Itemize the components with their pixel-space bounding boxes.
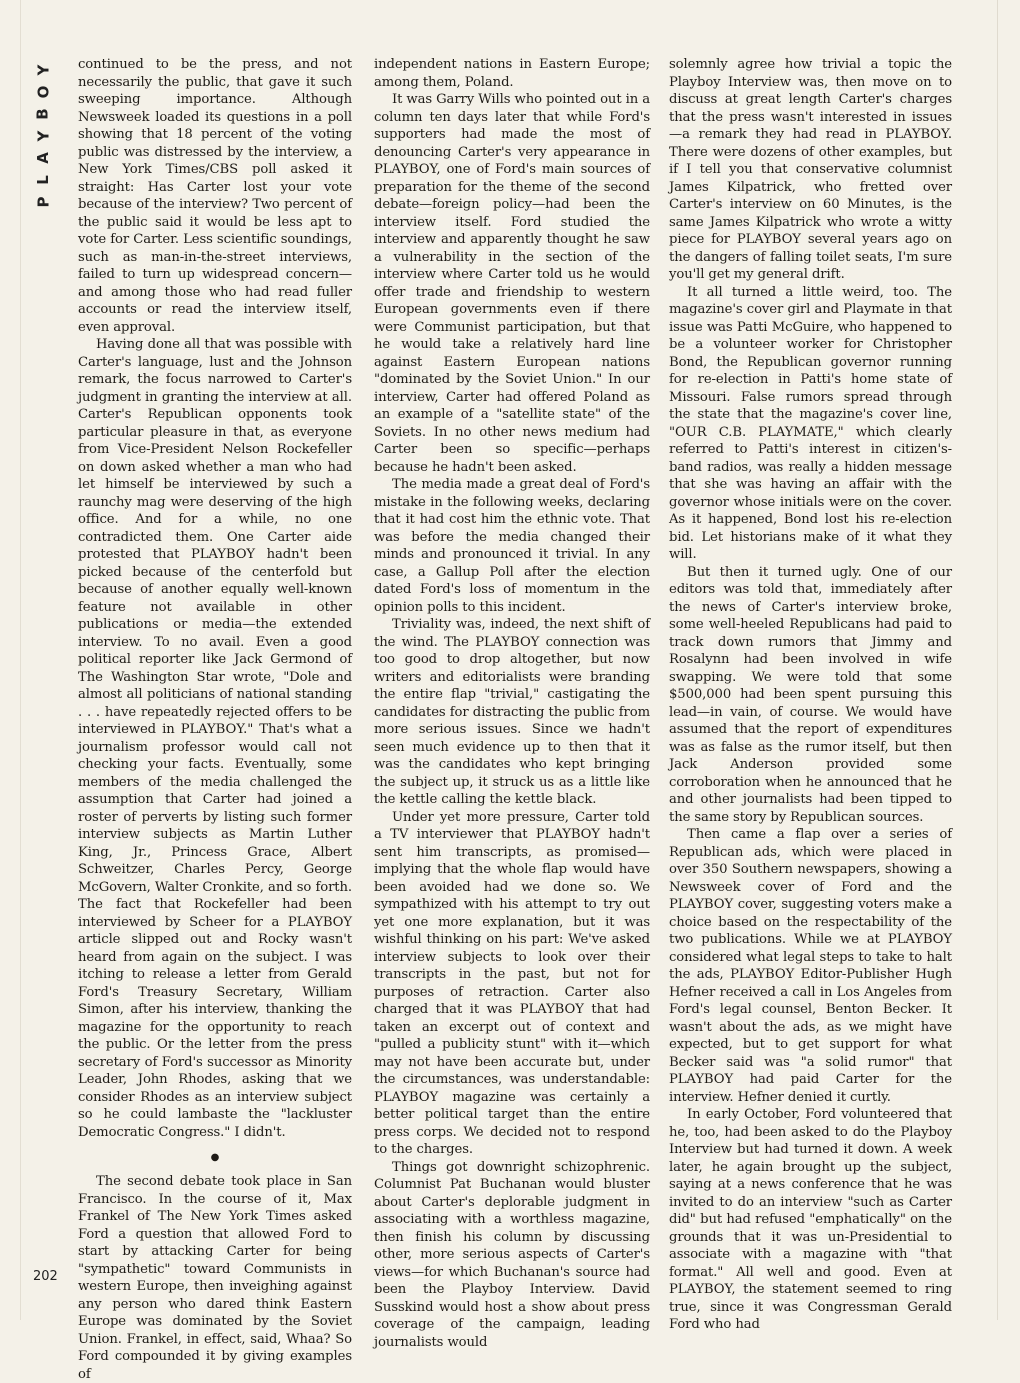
running-head-letter: P [34,196,52,208]
paragraph: Under yet more pressure, Carter told a TV interviewer that PLAYBOY hadn't sent him transcripts, as promised—implying that the whole flap would have been avoided had we done so. We sympathized with his attempt to try out yet one more explanation, but it was wishful thinking on his part: We've asked interview subjects to look over their transcripts in the past, but not for purposes of retraction. Carter also charged that it was PLAYBOY that had taken an excerpt out of context and "pulled a publicity stunt" with it—which may not have been accurate but, under the circumstances, was understandable: PLAYBOY magazine was certainly a better political target than the entire press corps. We decided not to respond to the charges. [374,809,650,1157]
paragraph: continued to be the press, and not necessarily the public, that gave it such sweeping importance. Although Newsweek loaded its questions in a poll showing that 18 percent of the voting public was distressed by the interview, a New York Times/CBS poll asked it straight: Has Carter lost your vote because of the interview? Two percent of the public said it would be less apt to vote for Carter. Less scientific soundings, such as man-in-the-street interviews, failed to turn up widespread concern—and among those who had read fuller accounts or read the interview itself, even approval. [78,57,352,335]
running-head-letter: O [33,85,52,99]
text-column-1 [78,56,352,1383]
paragraph: It all turned a little weird, too. The magazine's cover girl and Playmate in that issue was Patti McGuire, who happened to be a volunteer worker for Christopher Bond, the Republican governor running for re-election in Patti's home state of Missouri. False rumors spread through the state that the magazine's cover line, "OUR C.B. PLAYMATE," which clearly referred to Patti's interest in citizen's-band radios, was really a hidden message that she was having an affair with the governor whose initials were on the cover. As it happened, Bond lost his re-election bid. Let historians make of it what they will. [669,284,952,562]
text-column-3 [669,56,952,1334]
running-head [30,60,56,212]
paragraph: Triviality was, indeed, the next shift of the wind. The PLAYBOY connection was too good to drop altogether, but now writers and editorialists were branding the entire flap "trivial," castigating the candidates for distracting the public from more serious issues. Since we hadn't seen much evidence up to then that it was the candidates who kept bringing the subject up, it struck us as a little like the kettle calling the kettle black. [374,617,650,807]
paragraph: The second debate took place in San Francisco. In the course of it, Max Frankel of The New York Times asked Ford a question that allowed Ford to start by attacking Carter for being "sympathetic" toward Communists in western Europe, then inveighing against any person who dared think Eastern Europe was dominated by the Soviet Union. Frankel, in effect, said, Whaa? So Ford compounded it by giving examples of [78,1174,352,1382]
text-column-2 [374,56,650,1351]
running-head-letter: A [33,152,52,164]
page-number: 202 [33,1269,58,1284]
paragraph: It was Garry Wills who pointed out in a column ten days later that while Ford's supporters had made the most of denouncing Carter's very appearance in PLAYBOY, one of Ford's main sources of preparation for the theme of the second debate—foreign policy—had been the interview itself. Ford studied the interview and apparently thought he saw a vulnerability in the section of the interview where Carter told us he would offer trade and friendship to western European governments even if there were Communist participation, but that he would take a relatively hard line against Eastern European nations "dominated by the Soviet Union." In our interview, Carter had offered Poland as an example of a "satellite state" of the Soviets. In no other news medium had Carter been so specific—perhaps because he hadn't been asked. [374,92,650,475]
paragraph: The media made a great deal of Ford's mistake in the following weeks, declaring that it had cost him the ethnic vote. That was before the media changed their minds and pronounced it trivial. In any case, a Gallup Poll after the election dated Ford's loss of momentum in the opinion polls to this incident. [374,477,650,615]
paragraph: Having done all that was possible with Carter's language, lust and the Johnson remark, the focus narrowed to Carter's judgment in granting the interview at all. Carter's Republican opponents took particular pleasure in that, as everyone from Vice-President Nelson Rockefeller on down asked whether a man who had let himself be interviewed by such a raunchy mag were deserving of the high office. And for a while, no one contradicted them. One Carter aide protested that PLAYBOY hadn't been picked because of the centerfold but because of another equally well-known feature not available in other publications or media—the extended interview. To no avail. Even a good political reporter like Jack Germond of The Washington Star wrote, "Dole and almost all politicians of national standing . . . have repeatedly rejected offers to be interviewed in PLAYBOY." That's what a journalism professor would call not checking your facts. Eventually, some members of the media challenged the assumption that Carter had joined a roster of perverts by listing such former interview subjects as Martin Luther King, Jr., Princess Grace, Albert Schweitzer, Charles Percy, George McGovern, Walter Cronkite, and so forth. The fact that Rockefeller had been interviewed by Scheer for a PLAYBOY article slipped out and Rocky wasn't heard from again on the subject. I was itching to release a letter from Gerald Ford's Treasury Secretary, William Simon, after his interview, thanking the magazine for the opportunity to reach the public. Or the letter from the press secretary of Ford's successor as Minority Leader, John Rhodes, asking that we consider Rhodes as an interview subject so he could lambaste the "lackluster Democratic Congress." I didn't. [78,337,352,1140]
running-head-letter: L [34,175,52,185]
paragraph: Then came a flap over a series of Republican ads, which were placed in over 350 Southern newspapers, showing a Newsweek cover of Ford and the PLAYBOY cover, suggesting voters make a choice based on the respectability of the two publications. While we at PLAYBOY considered what legal steps to take to halt the ads, PLAYBOY Editor-Publisher Hugh Hefner received a call in Los Angeles from Ford's legal counsel, Benton Becker. It wasn't about the ads, as we might have expected, but to get support for what Becker said was "a solid rumor" that PLAYBOY had paid Carter for the interview. Hefner denied it curtly. [669,827,952,1105]
paragraph: Things got downright schizophrenic. Columnist Pat Buchanan would bluster about Carter's deplorable judgment in associating with a worthless magazine, then finish his column by discussing other, more serious aspects of Carter's views—for which Buchanan's source had been the Playboy Interview. David Susskind would host a show about press coverage of the campaign, leading journalists would [374,1159,650,1350]
paragraph: In early October, Ford volunteered that he, too, had been asked to do the Playboy Interview but had turned it down. A week later, he again brought up the subject, saying at a news conference that he was invited to do an interview "such as Carter did" but had refused "emphatically" on the grounds that it was un-Presidential to associate with a magazine with "that format." All well and good. Even at PLAYBOY, the statement seemed to ring true, since it was Congressman Gerald Ford who had [669,1107,952,1332]
running-head-letter: Y [34,64,52,76]
section-separator: ● [210,1152,220,1163]
paragraph: independent nations in Eastern Europe; among them, Poland. [374,57,650,90]
running-head-letter: B [34,108,52,120]
paragraph: solemnly agree how trivial a topic the Playboy Interview was, then move on to discuss at great length Carter's charges that the press wasn't interested in issues—a remark they had read in PLAYBOY. There were dozens of other examples, but if I tell you that conservative columnist James Kilpatrick, who fretted over Carter's interview on 60 Minutes, is the same James Kilpatrick who wrote a witty piece for PLAYBOY several years ago on the dangers of falling toilet seats, I'm sure you'll get my general drift. [669,57,952,282]
paragraph: But then it turned ugly. One of our editors was told that, immediately after the news of Carter's interview broke, some well-heeled Republicans had paid to track down rumors that Jimmy and Rosalynn had been involved in wife swapping. We were told that some $500,000 had been spent pursuing this lead—in vain, of course. We would have assumed that the report of expenditures was as false as the rumor itself, but then Jack Anderson provided some corroboration when he announced that he and other journalists had been tipped to the same story by Republican sources. [669,564,952,825]
running-head-letter: Y [34,130,52,142]
